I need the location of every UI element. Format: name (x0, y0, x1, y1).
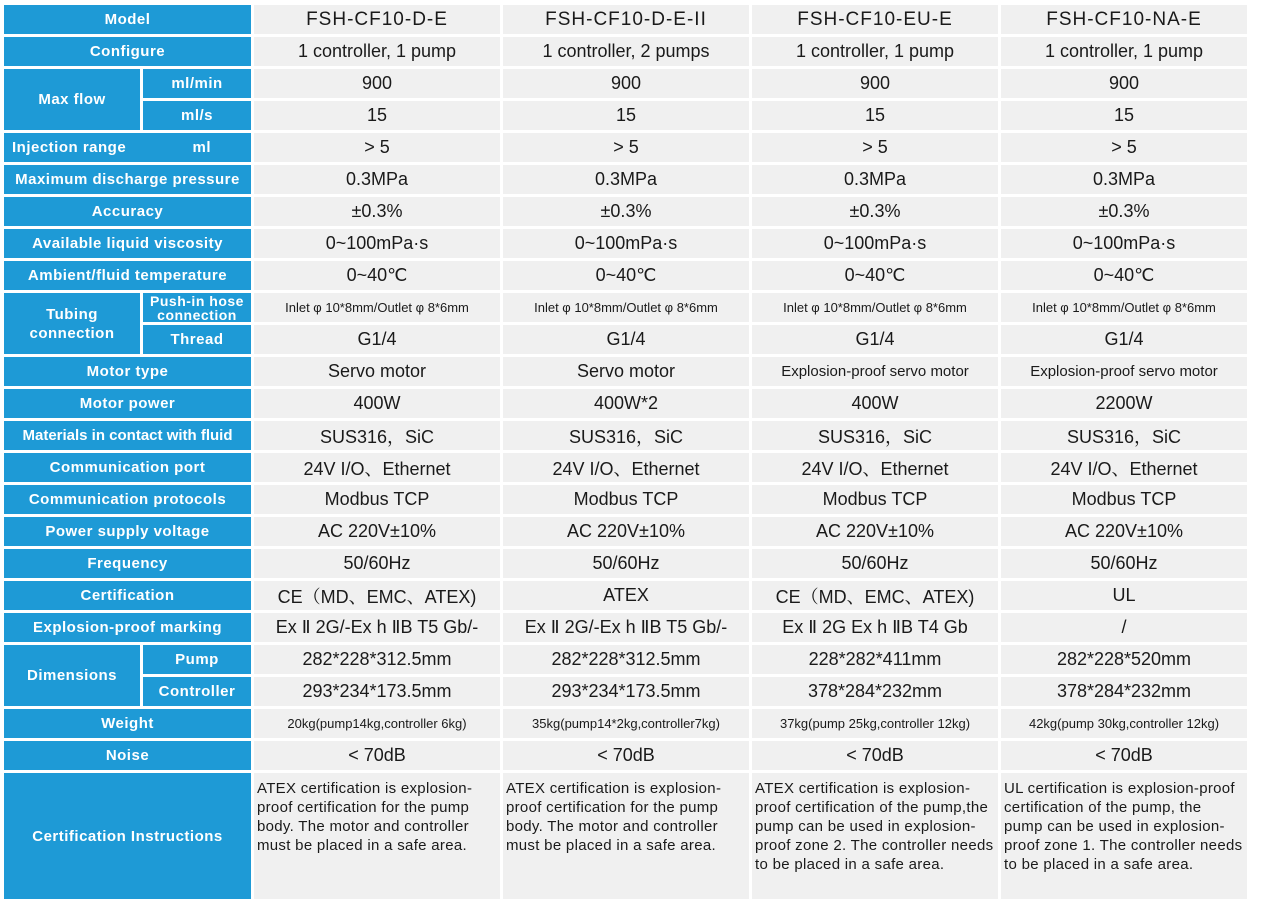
row-temperature (4, 261, 1247, 290)
value-comm-protocols: Modbus TCP (752, 485, 998, 514)
value-frequency: 50/60Hz (1001, 549, 1247, 578)
row-weight (4, 709, 1247, 738)
value-dim-controller: 378*284*232mm (1001, 677, 1247, 706)
model-name: FSH-CF10-D-E (254, 5, 500, 34)
value-comm-protocols: Modbus TCP (1001, 485, 1247, 514)
value-accuracy: ±0.3% (752, 197, 998, 226)
row-max-pressure (4, 165, 1247, 194)
value-noise: < 70dB (1001, 741, 1247, 770)
value-thread: G1/4 (752, 325, 998, 354)
row-power-supply (4, 517, 1247, 546)
value-ml-min: 900 (503, 69, 749, 98)
value-configure: 1 controller, 2 pumps (503, 37, 749, 66)
value-injection: > 5 (752, 133, 998, 162)
value-viscosity: 0~100mPa·s (1001, 229, 1247, 258)
label-thread: Thread (143, 325, 251, 354)
value-temperature: 0~40℃ (1001, 261, 1247, 290)
value-thread: G1/4 (1001, 325, 1247, 354)
row-ex-marking (4, 613, 1247, 642)
value-injection: > 5 (503, 133, 749, 162)
value-configure: 1 controller, 1 pump (1001, 37, 1247, 66)
value-pressure: 0.3MPa (254, 165, 500, 194)
value-ex-marking: / (1001, 613, 1247, 642)
value-motor-type: Explosion-proof servo motor (1001, 357, 1247, 386)
value-accuracy: ±0.3% (503, 197, 749, 226)
value-configure: 1 controller, 1 pump (254, 37, 500, 66)
value-dim-pump: 282*228*520mm (1001, 645, 1247, 674)
label-ml-min: ml/min (143, 69, 251, 98)
value-frequency: 50/60Hz (254, 549, 500, 578)
label-max-pressure: Maximum discharge pressure (4, 165, 251, 194)
value-cert-instructions: ATEX certification is explosion-proof certification for the pump body. The motor and controller must be placed in a safe area. (503, 773, 749, 899)
label-max-flow: Max flow (4, 69, 140, 130)
value-cert-instructions: ATEX certification is explosion-proof certification of the pump,the pump can be used in explosion-proof zone 2. The controller needs to be placed in a safe area. (752, 773, 998, 899)
row-comm-protocols (4, 485, 1247, 514)
value-weight: 35kg(pump14*2kg,controller7kg) (503, 709, 749, 738)
injection-range-text: Injection range (12, 139, 127, 156)
row-certification (4, 581, 1247, 610)
value-ml-s: 15 (254, 101, 500, 130)
row-max-flow-ml-min (4, 69, 1247, 98)
row-max-flow-ml-s (4, 101, 1247, 130)
row-dimensions-controller (4, 677, 1247, 706)
label-dimensions: Dimensions (4, 645, 140, 706)
row-motor-power (4, 389, 1247, 418)
label-power-supply: Power supply voltage (4, 517, 251, 546)
spec-table (1, 2, 1250, 902)
value-dim-controller: 378*284*232mm (752, 677, 998, 706)
row-motor-type (4, 357, 1247, 386)
value-configure: 1 controller, 1 pump (752, 37, 998, 66)
value-comm-port: 24V I/O、Ethernet (254, 453, 500, 482)
model-name: FSH-CF10-D-E-II (503, 5, 749, 34)
value-cert-instructions: ATEX certification is explosion-proof certification for the pump body. The motor and controller must be placed in a safe area. (254, 773, 500, 899)
model-name: FSH-CF10-NA-E (1001, 5, 1247, 34)
value-comm-protocols: Modbus TCP (503, 485, 749, 514)
value-frequency: 50/60Hz (503, 549, 749, 578)
value-ex-marking: Ex Ⅱ 2G/-Ex h ⅡB T5 Gb/- (254, 613, 500, 642)
label-accuracy: Accuracy (4, 197, 251, 226)
label-frequency: Frequency (4, 549, 251, 578)
value-power-supply: AC 220V±10% (254, 517, 500, 546)
value-ml-min: 900 (254, 69, 500, 98)
value-comm-port: 24V I/O、Ethernet (503, 453, 749, 482)
value-push-in: Inlet φ 10*8mm/Outlet φ 8*6mm (752, 293, 998, 322)
value-weight: 20kg(pump14kg,controller 6kg) (254, 709, 500, 738)
value-injection: > 5 (1001, 133, 1247, 162)
value-push-in: Inlet φ 10*8mm/Outlet φ 8*6mm (1001, 293, 1247, 322)
value-viscosity: 0~100mPa·s (254, 229, 500, 258)
row-tubing-push-in (4, 293, 1247, 322)
label-materials: Materials in contact with fluid (4, 421, 251, 450)
value-pressure: 0.3MPa (1001, 165, 1247, 194)
value-push-in: Inlet φ 10*8mm/Outlet φ 8*6mm (503, 293, 749, 322)
value-ml-s: 15 (503, 101, 749, 130)
value-temperature: 0~40℃ (752, 261, 998, 290)
value-ml-min: 900 (752, 69, 998, 98)
value-push-in: Inlet φ 10*8mm/Outlet φ 8*6mm (254, 293, 500, 322)
value-dim-controller: 293*234*173.5mm (254, 677, 500, 706)
value-motor-power: 400W*2 (503, 389, 749, 418)
label-motor-power: Motor power (4, 389, 251, 418)
value-temperature: 0~40℃ (503, 261, 749, 290)
row-cert-instructions (4, 773, 1247, 899)
value-ml-s: 15 (1001, 101, 1247, 130)
value-accuracy: ±0.3% (1001, 197, 1247, 226)
value-comm-port: 24V I/O、Ethernet (1001, 453, 1247, 482)
value-comm-port: 24V I/O、Ethernet (752, 453, 998, 482)
label-push-in: Push-in hose connection (143, 293, 251, 322)
value-dim-pump: 282*228*312.5mm (254, 645, 500, 674)
value-dim-controller: 293*234*173.5mm (503, 677, 749, 706)
value-certification: UL (1001, 581, 1247, 610)
value-ex-marking: Ex Ⅱ 2G Ex h ⅡB T4 Gb (752, 613, 998, 642)
value-materials: SUS316，SiC (503, 421, 749, 450)
value-cert-instructions: UL certification is explosion-proof certification of the pump, the pump can be used in explosion-proof zone 1. The controller needs to be placed in a safe area. (1001, 773, 1247, 899)
value-ml-s: 15 (752, 101, 998, 130)
row-injection-range (4, 133, 1247, 162)
value-materials: SUS316，SiC (752, 421, 998, 450)
row-viscosity (4, 229, 1247, 258)
label-noise: Noise (4, 741, 251, 770)
label-configure: Configure (4, 37, 251, 66)
value-certification: CE（MD、EMC、ATEX) (752, 581, 998, 610)
value-noise: < 70dB (254, 741, 500, 770)
row-dimensions-pump (4, 645, 1247, 674)
value-ex-marking: Ex Ⅱ 2G/-Ex h ⅡB T5 Gb/- (503, 613, 749, 642)
value-power-supply: AC 220V±10% (1001, 517, 1247, 546)
row-noise (4, 741, 1247, 770)
label-weight: Weight (4, 709, 251, 738)
value-certification: ATEX (503, 581, 749, 610)
value-motor-type: Explosion-proof servo motor (752, 357, 998, 386)
value-pressure: 0.3MPa (752, 165, 998, 194)
injection-unit: ml (192, 139, 211, 156)
label-injection-range (4, 133, 251, 162)
value-frequency: 50/60Hz (752, 549, 998, 578)
row-tubing-thread (4, 325, 1247, 354)
label-controller: Controller (143, 677, 251, 706)
label-temperature: Ambient/fluid temperature (4, 261, 251, 290)
value-noise: < 70dB (503, 741, 749, 770)
value-certification: CE（MD、EMC、ATEX) (254, 581, 500, 610)
label-pump: Pump (143, 645, 251, 674)
value-materials: SUS316，SiC (1001, 421, 1247, 450)
value-dim-pump: 228*282*411mm (752, 645, 998, 674)
value-thread: G1/4 (503, 325, 749, 354)
value-noise: < 70dB (752, 741, 998, 770)
label-ex-marking: Explosion-proof marking (4, 613, 251, 642)
value-comm-protocols: Modbus TCP (254, 485, 500, 514)
label-comm-protocols: Communication protocols (4, 485, 251, 514)
value-power-supply: AC 220V±10% (752, 517, 998, 546)
label-cert-instructions: Certification Instructions (4, 773, 251, 899)
value-motor-power: 400W (752, 389, 998, 418)
row-comm-port (4, 453, 1247, 482)
label-motor-type: Motor type (4, 357, 251, 386)
value-ml-min: 900 (1001, 69, 1247, 98)
label-viscosity: Available liquid viscosity (4, 229, 251, 258)
row-materials (4, 421, 1247, 450)
value-power-supply: AC 220V±10% (503, 517, 749, 546)
value-thread: G1/4 (254, 325, 500, 354)
value-pressure: 0.3MPa (503, 165, 749, 194)
label-certification: Certification (4, 581, 251, 610)
value-motor-type: Servo motor (503, 357, 749, 386)
value-viscosity: 0~100mPa·s (752, 229, 998, 258)
label-comm-port: Communication port (4, 453, 251, 482)
value-dim-pump: 282*228*312.5mm (503, 645, 749, 674)
value-injection: > 5 (254, 133, 500, 162)
label-model: Model (4, 5, 251, 34)
value-motor-type: Servo motor (254, 357, 500, 386)
value-weight: 37kg(pump 25kg,controller 12kg) (752, 709, 998, 738)
row-frequency (4, 549, 1247, 578)
value-weight: 42kg(pump 30kg,controller 12kg) (1001, 709, 1247, 738)
value-viscosity: 0~100mPa·s (503, 229, 749, 258)
row-configure (4, 37, 1247, 66)
value-accuracy: ±0.3% (254, 197, 500, 226)
row-model (4, 5, 1247, 34)
label-tubing: Tubing connection (4, 293, 140, 354)
label-ml-s: ml/s (143, 101, 251, 130)
value-temperature: 0~40℃ (254, 261, 500, 290)
value-motor-power: 400W (254, 389, 500, 418)
value-materials: SUS316，SiC (254, 421, 500, 450)
model-name: FSH-CF10-EU-E (752, 5, 998, 34)
row-accuracy (4, 197, 1247, 226)
value-motor-power: 2200W (1001, 389, 1247, 418)
